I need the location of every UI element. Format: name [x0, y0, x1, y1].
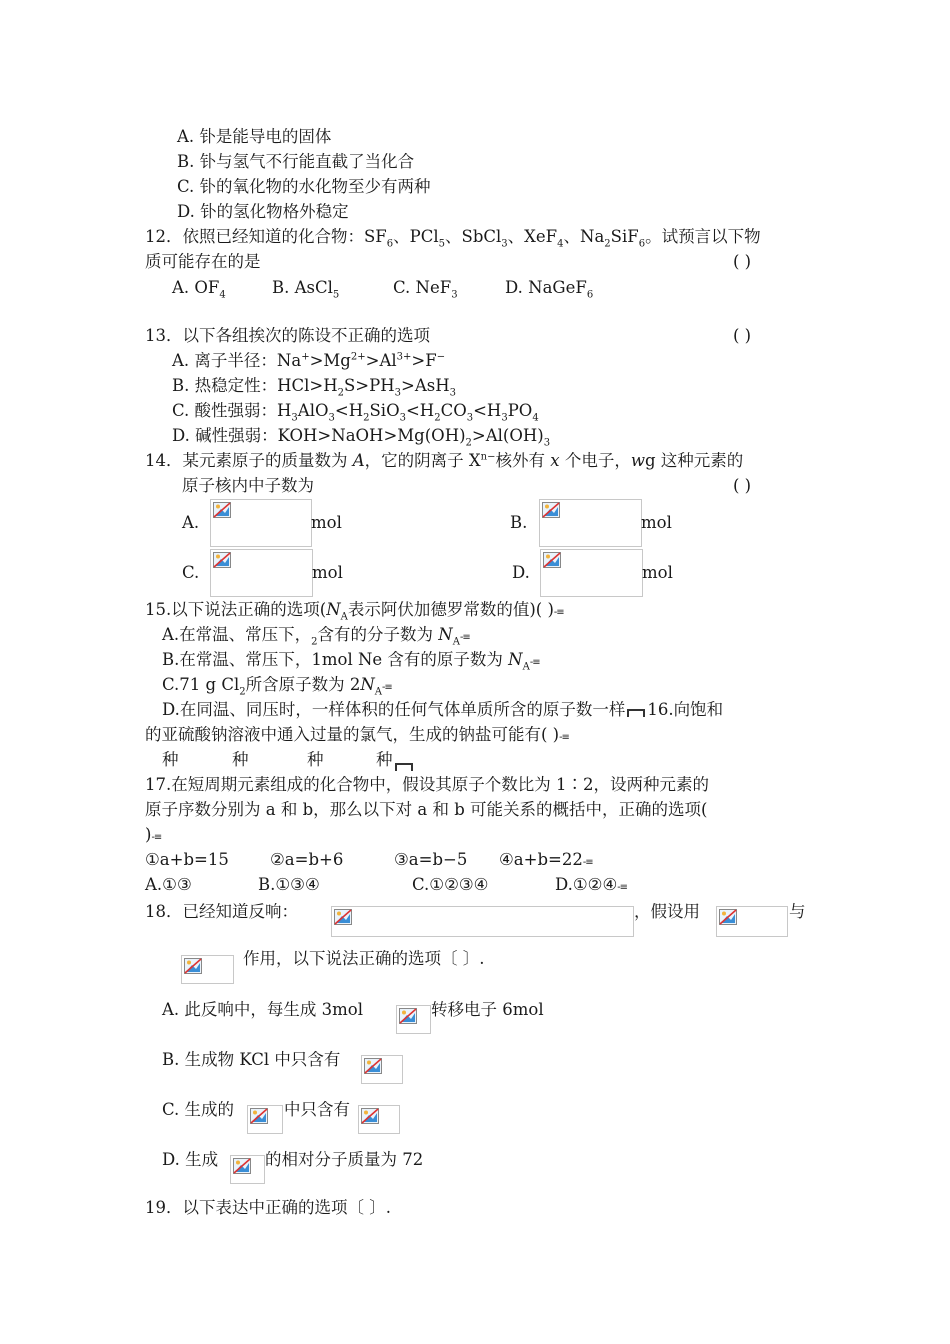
q12-answer-paren: ( )	[733, 252, 752, 271]
q16-option-3: 种	[307, 750, 324, 769]
q18-option-b-text: B. 生成物 KCl 中只含有	[162, 1050, 341, 1069]
q14-option-a-formula-image	[210, 499, 312, 547]
q17-relation-3: ③a=b−5	[394, 850, 468, 869]
q17-stem-line3: )-≡	[145, 825, 162, 844]
q18-reactant-image-2	[181, 955, 234, 984]
q12-stem-line1: 12．依照已经知道的化合物：$SF_6$、PCl$_5$、SbCl$_3$、XeF$_4$、$Na_2SiF_6$。试预言以下物	[145, 227, 761, 250]
q14-option-b-formula-image	[539, 499, 642, 547]
q14-option-a-unit: mol	[311, 513, 342, 532]
text-break-mark	[395, 763, 413, 771]
q18-option-b-image	[361, 1055, 403, 1084]
q18-option-d-text: D. 生成	[162, 1150, 219, 1169]
q13-option-a: A. 离子半径：$Na^+>Mg^{2+}>Al^{3+}>F^-$	[172, 351, 446, 370]
text-break-mark	[627, 709, 645, 717]
q14-option-d-label: D.	[512, 563, 530, 582]
q14-option-a-label: A.	[182, 513, 200, 532]
q12-option-b: B. AsCl$_5$	[272, 278, 340, 301]
broken-image-icon	[334, 909, 352, 925]
q11-option-c: C. 钋的氧化物的水化物至少有两种	[177, 177, 431, 196]
q18-option-d-image	[230, 1155, 265, 1184]
q14-option-c-unit: mol	[312, 563, 343, 582]
q18-reaction-equation-image	[331, 906, 634, 937]
q18-stem: 18．已经知道反响：	[145, 902, 298, 921]
broken-image-icon	[213, 502, 231, 518]
q17-option-a: A.①③	[145, 875, 192, 894]
q15-option-d-and-q16: D.在同温、同压时，一样体积的任何气体单质所含的原子数一样 16.向饱和	[162, 700, 724, 719]
q15-stem: 15.以下说法正确的选项($N_A$表示阿伏加德罗常数的值)( )-≡	[145, 600, 564, 623]
q11-option-a: A. 钋是能导电的固体	[177, 127, 332, 146]
q18-option-c-text-2: 中只含有	[284, 1100, 350, 1119]
q18-stem-mid: ，假设用	[634, 902, 700, 921]
q16-option-4: 种	[376, 749, 413, 771]
q14-answer-paren: ( )	[733, 476, 752, 495]
q13-option-c: C. 酸性强弱：$H_3AlO_3<H_2SiO_3<H_2CO_3<H_3PO_4$	[172, 401, 539, 424]
q18-option-d-text-2: 的相对分子质量为 72	[265, 1150, 424, 1169]
broken-image-icon	[250, 1108, 268, 1124]
q18-option-a-image	[396, 1005, 431, 1034]
q18-option-c-image-1	[247, 1105, 283, 1134]
broken-image-icon	[719, 909, 737, 925]
q14-option-c-formula-image	[210, 549, 313, 597]
q19-stem: 19．以下表达中正确的选项〔 〕.	[145, 1198, 391, 1217]
broken-image-icon	[233, 1158, 251, 1174]
q11-option-d: D. 钋的氢化物格外稳定	[177, 202, 349, 221]
broken-image-icon	[213, 552, 231, 568]
q17-relation-4: ④a+b=22-≡	[499, 850, 593, 869]
q15-option-b: B.在常温、常压下，1mol Ne 含有的原子数为 $N_A-\equiv$	[162, 650, 540, 673]
q14-option-c-label: C.	[182, 563, 200, 582]
q17-option-b: B.①③④	[258, 875, 320, 894]
q17-relation-1: ①a+b=15	[145, 850, 229, 869]
broken-image-icon	[184, 958, 202, 974]
q16-stem-line2: 的亚硫酸钠溶液中通入过量的氯气，生成的钠盐可能有( )-≡	[145, 725, 569, 744]
q14-stem-line1: 14．某元素原子的质量数为 A，它的阴离子 $X^{n-}$核外有 x 个电子，wg 这种元素的	[145, 451, 744, 470]
q13-option-b: B. 热稳定性：$HCl>H_2S>PH_3>AsH_3$	[172, 376, 456, 399]
q18-option-c-text: C. 生成的	[162, 1100, 235, 1119]
q11-option-b: B. 钋与氢气不行能直截了当化合	[177, 152, 415, 171]
q14-option-b-label: B.	[510, 513, 528, 532]
q14-option-b-unit: mol	[641, 513, 672, 532]
q12-stem-line2: 质可能存在的是	[145, 252, 261, 271]
q13-answer-paren: ( )	[733, 326, 752, 345]
q18-option-c-image-2	[358, 1105, 400, 1134]
q18-stem-line2: 作用，以下说法正确的选项〔 〕.	[243, 949, 485, 968]
q16-option-2: 种	[232, 750, 249, 769]
q14-stem-line2: 原子核内中子数为	[182, 476, 314, 495]
q17-option-d: D.①②④-≡	[555, 875, 628, 894]
broken-image-icon	[399, 1008, 417, 1024]
q12-option-a: A. $OF_4$	[172, 278, 226, 301]
q16-option-1: 种	[162, 750, 179, 769]
q18-option-a-text-2: 转移电子 6mol	[431, 1000, 544, 1019]
q18-option-a-text: A. 此反响中，每生成 3mol	[162, 1000, 364, 1019]
q12-option-d: D. NaGeF$_6$	[505, 278, 594, 301]
q17-relation-2: ②a=b+6	[270, 850, 344, 869]
q14-option-d-unit: mol	[642, 563, 673, 582]
broken-image-icon	[364, 1058, 382, 1074]
q14-option-d-formula-image	[540, 549, 643, 597]
q15-option-a: A.在常温、常压下，$_2$含有的分子数为 $N_A-\equiv$	[162, 625, 470, 648]
q17-option-c: C.①②③④	[412, 875, 489, 894]
q12-option-c: C. NeF$_3$	[393, 278, 458, 301]
q15-option-c: C.71 g $Cl_2$所含原子数为 $2N_A-\equiv$	[162, 675, 392, 698]
q18-reactant-image-1	[716, 906, 788, 937]
broken-image-icon	[361, 1108, 379, 1124]
q17-stem-line2: 原子序数分别为 a 和 b，那么以下对 a 和 b 可能关系的概括中，正确的选项(	[145, 800, 708, 819]
q13-option-d: D. 碱性强弱：$KOH>NaOH>Mg(OH)_2>Al(OH)_3$	[172, 426, 551, 449]
q17-stem-line1: 17.在短周期元素组成的化合物中，假设其原子个数比为 1∶2，设两种元素的	[145, 775, 709, 794]
broken-image-icon	[542, 502, 560, 518]
broken-image-icon	[543, 552, 561, 568]
q18-yu: 与	[789, 902, 806, 921]
q13-stem: 13．以下各组挨次的陈设不正确的选项	[145, 326, 430, 345]
